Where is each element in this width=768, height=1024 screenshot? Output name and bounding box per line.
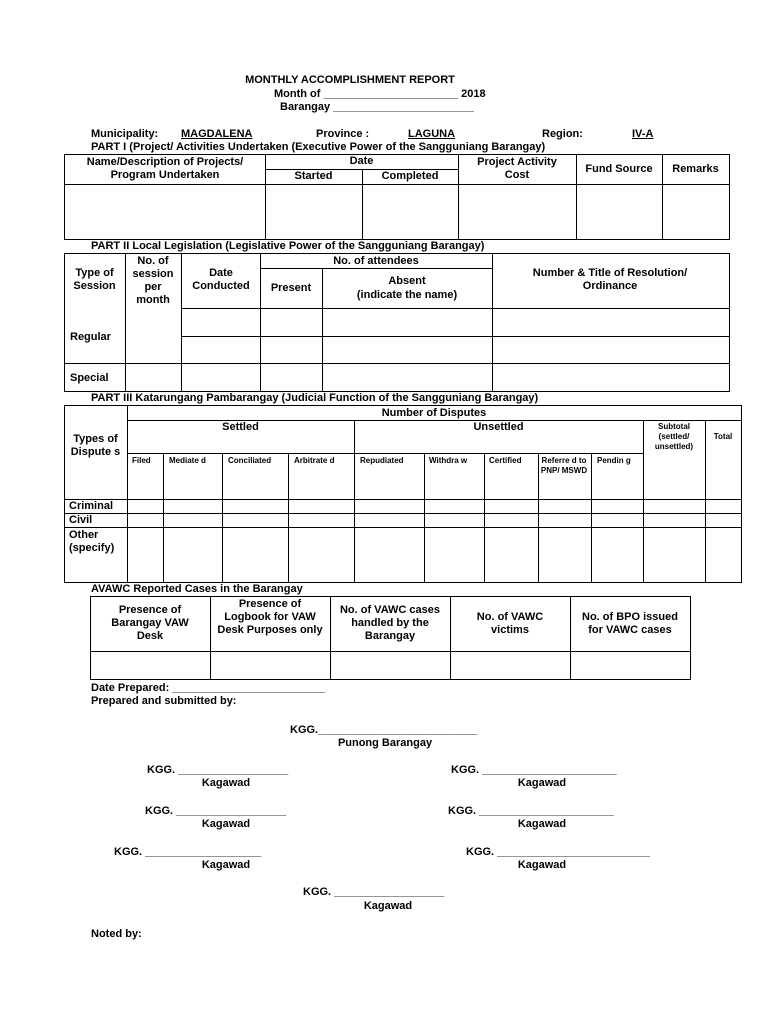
part1-col-started: Started (294, 170, 333, 182)
part2-col-present: Present (270, 282, 312, 294)
part1-col-remarks: Remarks (672, 163, 719, 175)
part3-col-subtotal: Subtotal (settled/ unsettled) (654, 422, 694, 451)
part2-col-absent: Absent (388, 275, 426, 287)
barangay-line (280, 101, 474, 114)
month-blank: ______________________ (323, 88, 459, 100)
part3-title: PART III Katarungang Pambarangay (Judicial Function of the Sangguniang Barangay) (91, 392, 539, 404)
part3-row-other: Other (specify) (69, 529, 115, 554)
part1-col-completed: Completed (381, 170, 439, 182)
part2-title: PART II Local Legislation (Legislative Power of the Sangguniang Barangay) (91, 240, 485, 252)
part2-col-attendees: No. of attendees (333, 255, 419, 267)
month-label: Month of (274, 88, 321, 100)
part3-sub-filed: Filed (132, 456, 151, 465)
avawc-col1: Presence of Barangay VAW Desk (111, 604, 189, 642)
kgg-line-3r: KGG. _________________________ (466, 846, 651, 858)
part1-col-date: Date (349, 155, 374, 167)
avawc-col5: No. of BPO issued for VAWC cases (582, 611, 678, 636)
barangay-label: Barangay (280, 101, 331, 113)
part3-col-number: Number of Disputes (381, 407, 487, 419)
kgg-line-1l: KGG. __________________ (147, 764, 289, 776)
part1-title: PART I (Project/ Activities Undertaken (Executive Power of the Sangguniang Barangay) (91, 141, 546, 153)
part3-row-civil: Civil (69, 514, 93, 526)
part1-col-name: Name/Description of Projects/ Program Undertaken (86, 156, 244, 181)
kagawad-1r: Kagawad (517, 777, 567, 789)
kagawad-3r: Kagawad (517, 859, 567, 871)
part1-col-fund: Fund Source (585, 163, 653, 175)
prepared-by: Prepared and submitted by: (91, 695, 237, 707)
part3-sub-referred: Referre d to PNP/ MSWD (540, 456, 588, 475)
part3-col-settled: Settled (222, 421, 259, 433)
part3-sub-repudiated: Repudiated (360, 456, 404, 465)
kgg-line-3l: KGG. ___________________ (114, 846, 262, 858)
part2-row-regular: Regular (70, 331, 111, 343)
kgg-line-1r: KGG. ______________________ (451, 764, 617, 776)
avawc-title: AVAWC Reported Cases in the Barangay (91, 583, 303, 595)
part3-sub-withdrawn: Withdra w (429, 456, 468, 465)
municipality-label: Municipality: (91, 128, 159, 140)
avawc-col2: Presence of Logbook for VAW Desk Purposes only (217, 598, 323, 636)
part2-row-special: Special (70, 372, 109, 384)
part3-sub-certified: Certified (489, 456, 522, 465)
part2-col-absent-note: (indicate the name) (356, 289, 458, 301)
date-prepared: Date Prepared: _________________________ (91, 682, 326, 694)
part2-col-sessions: No. of session per month (132, 255, 174, 306)
part3-col-total: Total (713, 432, 733, 441)
part1-col-cost: Project Activity Cost (477, 156, 557, 181)
part2-col-type: Type of Session (73, 267, 116, 292)
region-label: Region: (542, 128, 583, 140)
punong-title: Punong Barangay (337, 737, 433, 749)
part3-row-criminal: Criminal (69, 500, 114, 512)
kagawad-1l: Kagawad (201, 777, 251, 789)
avawc-col4: No. of VAWC victims (476, 611, 544, 636)
province-value: LAGUNA (408, 128, 456, 140)
province-label: Province : (316, 128, 370, 140)
barangay-blank: _______________________ (333, 101, 474, 113)
year: 2018 (461, 88, 486, 100)
part2-col-date: Date Conducted (192, 267, 250, 292)
report-title: MONTHLY ACCOMPLISHMENT REPORT (245, 74, 455, 86)
region-value: IV-A (632, 128, 654, 140)
part3-sub-conciliated: Conciliated (228, 456, 272, 465)
noted-by: Noted by: (91, 928, 142, 940)
part3-sub-mediated: Mediate d (169, 456, 206, 465)
part3-col-types: Types of Dispute s (70, 433, 121, 458)
kagawad-bottom: Kagawad (363, 900, 413, 912)
kgg-line-2l: KGG. __________________ (145, 805, 287, 817)
month-line (274, 88, 486, 101)
kgg-line-2r: KGG. ______________________ (448, 805, 614, 817)
kagawad-3l: Kagawad (201, 859, 251, 871)
kgg-line-bottom: KGG. __________________ (303, 886, 445, 898)
kagawad-2l: Kagawad (201, 818, 251, 830)
municipality-value: MAGDALENA (181, 128, 253, 140)
part3-sub-arbitrated: Arbitrate d (294, 456, 335, 465)
kgg-punong-line: KGG.__________________________ (290, 724, 478, 736)
part2-col-resolution: Number & Title of Resolution/ Ordinance (532, 267, 688, 292)
avawc-col3: No. of VAWC cases handled by the Barangay (339, 604, 441, 642)
part3-sub-pending: Pendin g (597, 456, 631, 465)
part3-col-unsettled: Unsettled (473, 421, 524, 433)
kagawad-2r: Kagawad (517, 818, 567, 830)
